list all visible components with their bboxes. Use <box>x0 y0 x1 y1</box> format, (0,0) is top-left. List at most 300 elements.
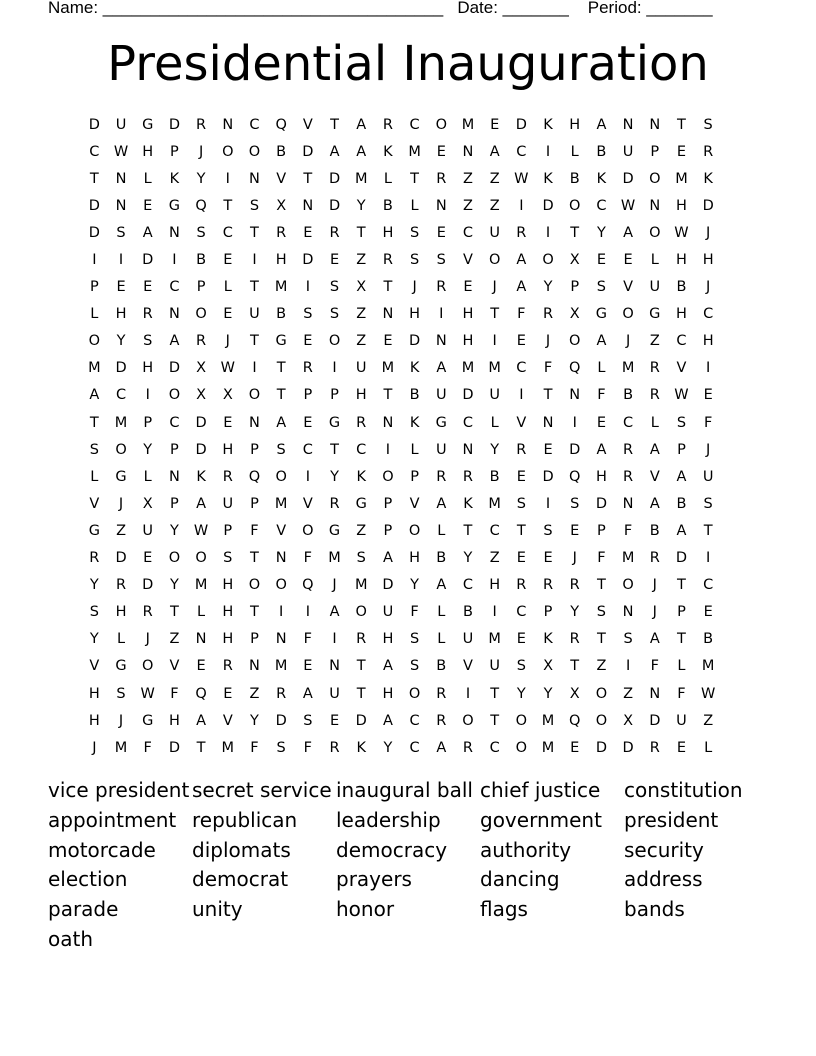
grid-letter: X <box>196 387 207 404</box>
grid-letter: Z <box>356 333 367 350</box>
grid-letter: T <box>250 333 259 350</box>
grid-letter: G <box>328 414 341 431</box>
grid-letter: S <box>570 495 580 512</box>
grid-letter: T <box>276 360 286 377</box>
grid-letter: S <box>89 604 99 621</box>
word-bank-item: constitution <box>624 778 743 802</box>
grid-letter: E <box>516 333 526 350</box>
grid-letter: V <box>463 658 473 675</box>
grid-letter: N <box>115 170 127 187</box>
grid-letter: T <box>677 577 686 594</box>
grid-letter: N <box>249 414 260 431</box>
grid-letter: T <box>89 170 99 187</box>
grid-letter: O <box>488 252 501 269</box>
word-bank-item: vice president <box>48 778 190 802</box>
grid-letter: G <box>115 468 127 485</box>
grid-letter: Y <box>410 577 420 594</box>
grid-letter: F <box>170 685 179 702</box>
grid-letter: D <box>328 197 341 214</box>
grid-letter: O <box>142 658 154 675</box>
grid-letter: Y <box>463 550 473 567</box>
grid-letter: O <box>515 712 528 729</box>
grid-letter: F <box>250 522 259 539</box>
grid-letter: A <box>276 414 287 431</box>
grid-letter: D <box>675 550 688 567</box>
grid-letter: Y <box>383 739 393 756</box>
grid-letter: U <box>489 658 500 675</box>
grid-letter: O <box>115 441 127 458</box>
grid-letter: C <box>89 143 100 160</box>
grid-letter: G <box>328 522 341 539</box>
grid-letter: H <box>88 685 100 702</box>
grid-letter: X <box>623 712 634 729</box>
grid-letter: N <box>168 306 180 323</box>
grid-letter: N <box>275 550 287 567</box>
grid-letter: D <box>569 441 581 458</box>
grid-letter: P <box>250 631 259 648</box>
grid-letter: L <box>143 170 152 187</box>
grid-letter: U <box>355 360 367 377</box>
grid-letter: B <box>276 143 287 160</box>
grid-letter: M <box>274 279 288 296</box>
grid-letter: Y <box>143 441 153 458</box>
grid-letter: K <box>196 468 206 485</box>
grid-letter: S <box>676 414 687 431</box>
grid-letter: Y <box>330 468 339 485</box>
word-bank-item: authority <box>480 837 572 862</box>
grid-letter: T <box>703 522 713 539</box>
grid-letter: M <box>114 414 128 431</box>
grid-letter: C <box>516 143 527 160</box>
grid-letter: H <box>702 252 714 269</box>
word-bank-item: democrat <box>192 867 289 892</box>
grid-letter: E <box>596 414 606 431</box>
grid-letter: X <box>142 495 153 512</box>
grid-letter: O <box>275 468 287 485</box>
grid-letter: J <box>545 333 551 350</box>
word-bank-item: address <box>624 867 703 892</box>
grid-letter: Y <box>169 522 179 539</box>
grid-letter: O <box>515 739 528 756</box>
grid-letter: R <box>623 441 634 458</box>
grid-letter: E <box>516 550 526 567</box>
grid-letter: I <box>706 550 711 567</box>
grid-letter: W <box>674 387 689 404</box>
word-bank-item: chief justice <box>480 778 601 802</box>
grid-letter: D <box>115 550 127 567</box>
grid-letter: U <box>329 685 340 702</box>
word-bank-item: parade <box>48 897 119 922</box>
grid-letter: T <box>356 685 366 702</box>
grid-letter: G <box>275 333 287 350</box>
grid-letter: C <box>302 441 313 458</box>
grid-letter: M <box>328 550 341 567</box>
grid-letter: S <box>516 658 526 675</box>
grid-letter: V <box>89 658 100 675</box>
grid-letter: L <box>90 306 99 323</box>
grid-letter: Z <box>623 685 634 702</box>
grid-letter: G <box>168 197 181 214</box>
grid-letter: T <box>169 604 179 621</box>
grid-letter: E <box>436 143 446 160</box>
grid-letter: L <box>490 414 499 431</box>
grid-letter: L <box>650 414 659 431</box>
grid-letter: I <box>545 224 551 241</box>
grid-letter: K <box>463 495 473 512</box>
student-info-line: Name: ____________________________________ Date: _______ Period: _______ <box>48 0 713 17</box>
grid-letter: R <box>222 468 233 485</box>
grid-letter: D <box>88 116 100 133</box>
grid-letter: M <box>541 739 555 756</box>
grid-letter: M <box>701 658 715 675</box>
grid-letter: T <box>490 685 500 702</box>
grid-letter: K <box>356 739 366 756</box>
grid-letter: T <box>677 631 686 648</box>
grid-letter: J <box>332 577 337 594</box>
grid-letter: E <box>463 279 473 296</box>
grid-letter: C <box>169 414 180 431</box>
grid-letter: A <box>596 333 607 350</box>
word-bank-item: motorcade <box>48 837 156 862</box>
grid-letter: O <box>569 333 581 350</box>
grid-letter: A <box>382 712 393 729</box>
grid-letter: A <box>436 577 447 594</box>
grid-letter: L <box>677 658 686 675</box>
grid-letter: K <box>356 468 366 485</box>
grid-letter: D <box>302 143 314 160</box>
grid-letter: M <box>621 360 635 377</box>
grid-letter: N <box>168 224 180 241</box>
grid-letter: A <box>596 116 607 133</box>
grid-letter: M <box>88 360 101 377</box>
grid-letter: X <box>196 360 207 377</box>
grid-letter: J <box>118 495 124 512</box>
grid-letter: C <box>623 414 634 431</box>
grid-letter: E <box>623 252 633 269</box>
grid-letter: B <box>409 387 420 404</box>
grid-letter: T <box>89 414 99 431</box>
grid-letter: N <box>382 306 394 323</box>
grid-letter: H <box>275 252 287 269</box>
grid-letter: A <box>516 252 527 269</box>
grid-letter: F <box>677 685 686 702</box>
grid-letter: I <box>625 658 631 675</box>
grid-letter: X <box>569 306 580 323</box>
grid-letter: T <box>570 224 580 241</box>
word-bank-item: inaugural ball <box>336 778 473 802</box>
grid-letter: J <box>706 441 711 458</box>
grid-letter: J <box>652 604 657 621</box>
grid-letter: J <box>225 333 230 350</box>
grid-letter: N <box>435 197 447 214</box>
grid-letter: M <box>675 170 688 187</box>
grid-letter: N <box>462 441 474 458</box>
grid-letter: A <box>302 685 313 702</box>
grid-letter: R <box>382 252 393 269</box>
grid-letter: D <box>302 252 314 269</box>
grid-letter: O <box>595 685 608 702</box>
grid-letter: F <box>650 658 659 675</box>
grid-letter: U <box>435 441 447 458</box>
grid-letter: A <box>196 712 207 729</box>
grid-letter: O <box>248 577 261 594</box>
grid-letter: I <box>545 495 551 512</box>
grid-letter: R <box>462 468 473 485</box>
grid-letter: T <box>196 739 206 756</box>
grid-letter: V <box>463 252 473 269</box>
grid-letter: T <box>250 604 259 621</box>
grid-letter: U <box>222 495 234 512</box>
grid-letter: S <box>196 224 206 241</box>
grid-letter: P <box>170 441 179 458</box>
word-bank-item: leadership <box>336 807 441 832</box>
grid-letter: U <box>462 631 474 648</box>
grid-letter: Z <box>649 333 660 350</box>
grid-letter: A <box>676 522 687 539</box>
grid-letter: T <box>490 306 500 323</box>
grid-letter: B <box>569 170 580 187</box>
grid-letter: N <box>622 495 634 512</box>
grid-letter: S <box>329 306 340 323</box>
grid-letter: L <box>570 143 579 160</box>
word-bank-item: president <box>624 807 719 832</box>
grid-letter: P <box>570 279 580 296</box>
grid-letter: G <box>88 522 100 539</box>
grid-letter: R <box>436 279 447 296</box>
grid-letter: L <box>650 252 659 269</box>
grid-letter: I <box>572 414 577 431</box>
grid-letter: D <box>142 252 154 269</box>
grid-letter: H <box>676 252 687 269</box>
grid-letter: R <box>329 739 340 756</box>
grid-letter: K <box>169 170 180 187</box>
grid-letter: A <box>196 495 207 512</box>
grid-letter: Y <box>250 712 259 729</box>
grid-letter: S <box>409 252 420 269</box>
grid-letter: H <box>382 631 394 648</box>
grid-letter: V <box>302 495 313 512</box>
grid-letter: C <box>169 279 180 296</box>
grid-letter: U <box>489 387 500 404</box>
grid-letter: C <box>409 712 420 729</box>
grid-letter: I <box>519 197 524 214</box>
grid-letter: V <box>623 279 634 296</box>
grid-letter: K <box>543 631 553 648</box>
grid-letter: E <box>490 116 500 133</box>
grid-letter: S <box>143 333 153 350</box>
grid-letter: D <box>595 495 607 512</box>
grid-letter: T <box>383 279 393 296</box>
grid-letter: R <box>462 739 473 756</box>
grid-letter: L <box>90 468 99 485</box>
grid-letter: I <box>492 333 497 350</box>
grid-letter: S <box>623 631 633 648</box>
word-bank-item: appointment <box>48 807 177 832</box>
grid-letter: D <box>382 577 394 594</box>
grid-letter: I <box>305 279 310 296</box>
grid-letter: U <box>489 224 500 241</box>
grid-letter: Q <box>275 116 287 133</box>
grid-letter: E <box>196 658 206 675</box>
grid-letter: Y <box>596 224 606 241</box>
grid-letter: J <box>198 143 204 160</box>
grid-letter: M <box>221 739 235 756</box>
grid-letter: L <box>410 197 419 214</box>
grid-letter: P <box>250 441 259 458</box>
grid-letter: R <box>142 604 153 621</box>
grid-letter: Q <box>569 468 581 485</box>
grid-letter: F <box>597 387 606 404</box>
grid-letter: T <box>303 170 313 187</box>
grid-letter: R <box>649 739 660 756</box>
grid-letter: J <box>145 631 150 648</box>
grid-letter: A <box>356 143 367 160</box>
grid-letter: Z <box>596 658 607 675</box>
grid-letter: M <box>274 495 288 512</box>
grid-letter: I <box>252 360 257 377</box>
grid-letter: N <box>275 631 287 648</box>
grid-letter: A <box>516 279 527 296</box>
grid-letter: R <box>89 550 100 567</box>
grid-letter: F <box>250 739 259 756</box>
grid-letter: F <box>303 631 313 648</box>
grid-letter: E <box>223 414 233 431</box>
grid-letter: R <box>542 306 554 323</box>
grid-letter: H <box>676 197 687 214</box>
grid-letter: H <box>569 116 581 133</box>
grid-letter: N <box>649 197 661 214</box>
grid-letter: A <box>436 739 447 756</box>
grid-letter: Q <box>569 712 581 729</box>
grid-letter: Z <box>249 685 260 702</box>
grid-letter: V <box>89 495 100 512</box>
grid-letter: O <box>328 333 341 350</box>
grid-letter: Y <box>89 577 99 594</box>
grid-letter: R <box>436 712 447 729</box>
grid-letter: V <box>409 495 420 512</box>
grid-letter: A <box>649 631 660 648</box>
grid-letter: O <box>302 522 314 539</box>
grid-letter: F <box>517 306 526 323</box>
word-bank-item: democracy <box>336 837 448 862</box>
word-bank-item: oath <box>48 926 94 951</box>
grid-letter: Z <box>116 522 126 539</box>
grid-letter: Q <box>195 197 207 214</box>
grid-letter: E <box>116 279 126 296</box>
grid-letter: Q <box>302 577 314 594</box>
grid-letter: N <box>382 414 394 431</box>
grid-letter: W <box>514 170 529 187</box>
word-bank-item: dancing <box>480 867 560 892</box>
word-bank-item: government <box>480 807 602 832</box>
grid-letter: X <box>222 387 233 404</box>
grid-letter: E <box>223 306 233 323</box>
grid-letter: M <box>354 577 368 594</box>
grid-letter: S <box>303 306 313 323</box>
grid-letter: O <box>248 387 261 404</box>
grid-letter: Y <box>490 441 500 458</box>
grid-letter: P <box>330 387 339 404</box>
grid-letter: W <box>193 522 209 539</box>
grid-letter: H <box>222 631 234 648</box>
grid-letter: D <box>88 197 100 214</box>
grid-letter: N <box>329 658 340 675</box>
grid-letter: L <box>223 279 232 296</box>
grid-letter: D <box>622 170 634 187</box>
grid-letter: U <box>676 712 687 729</box>
grid-letter: Y <box>516 685 526 702</box>
grid-letter: P <box>597 522 606 539</box>
grid-letter: M <box>461 116 475 133</box>
grid-letter: R <box>516 441 527 458</box>
grid-letter: G <box>649 306 661 323</box>
grid-letter: B <box>703 631 714 648</box>
grid-letter: R <box>382 116 393 133</box>
grid-letter: P <box>383 522 393 539</box>
grid-letter: O <box>275 577 287 594</box>
grid-letter: E <box>596 252 606 269</box>
grid-letter: J <box>706 279 711 296</box>
grid-letter: H <box>168 712 180 729</box>
grid-letter: O <box>649 170 661 187</box>
grid-letter: D <box>542 468 554 485</box>
grid-letter: Z <box>356 522 367 539</box>
grid-letter: O <box>382 468 394 485</box>
grid-letter: V <box>649 468 660 485</box>
grid-letter: D <box>195 441 207 458</box>
grid-letter: O <box>408 522 421 539</box>
grid-letter: O <box>195 550 207 567</box>
grid-letter: N <box>622 604 634 621</box>
grid-letter: R <box>649 387 660 404</box>
grid-letter: M <box>354 170 368 187</box>
grid-letter: Z <box>463 170 473 187</box>
grid-letter: O <box>569 197 581 214</box>
grid-letter: J <box>412 279 417 296</box>
grid-letter: Q <box>195 685 207 702</box>
grid-letter: M <box>488 360 501 377</box>
grid-letter: H <box>409 550 421 567</box>
grid-letter: Z <box>489 550 500 567</box>
grid-letter: G <box>115 658 127 675</box>
grid-letter: C <box>703 306 714 323</box>
grid-letter: U <box>649 279 661 296</box>
grid-letter: N <box>249 658 260 675</box>
grid-letter: D <box>168 360 180 377</box>
grid-letter: E <box>570 522 580 539</box>
grid-letter: E <box>703 604 713 621</box>
grid-letter: E <box>570 739 580 756</box>
grid-letter: V <box>169 658 180 675</box>
grid-letter: O <box>168 387 181 404</box>
grid-letter: B <box>596 143 607 160</box>
grid-letter: S <box>596 604 607 621</box>
grid-letter: X <box>569 252 580 269</box>
grid-letter: A <box>329 604 340 621</box>
grid-letter: Y <box>543 279 553 296</box>
word-bank-item: flags <box>480 897 528 922</box>
grid-letter: I <box>305 604 310 621</box>
grid-letter: R <box>436 468 447 485</box>
grid-letter: W <box>674 224 689 241</box>
grid-letter: I <box>225 170 230 187</box>
grid-letter: N <box>542 414 554 431</box>
grid-letter: K <box>409 360 420 377</box>
page-title: Presidential Inauguration <box>107 36 709 92</box>
grid-letter: A <box>89 387 100 404</box>
grid-letter: O <box>462 712 474 729</box>
grid-letter: F <box>623 522 633 539</box>
